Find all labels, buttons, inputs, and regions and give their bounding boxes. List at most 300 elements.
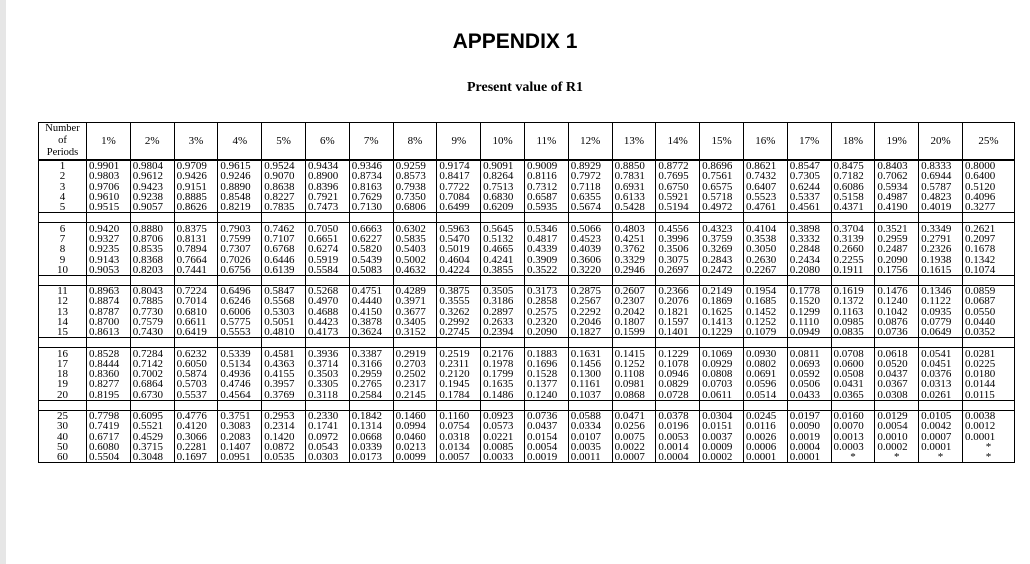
value-cell: 0.3048 <box>130 452 174 463</box>
value-cell: 0.2434 <box>787 254 831 264</box>
value-cell: 0.8626 <box>174 202 218 213</box>
spacer-cell <box>524 213 568 223</box>
value-cell: 0.0596 <box>743 379 787 389</box>
value-cell: 0.4746 <box>218 379 262 389</box>
value-cell: 0.0754 <box>437 421 481 431</box>
value-cell: 0.3996 <box>656 234 700 244</box>
spacer-cell <box>437 275 481 285</box>
value-cell: 0.2519 <box>437 348 481 359</box>
value-cell: 0.2317 <box>393 379 437 389</box>
value-cell: 0.7441 <box>174 265 218 276</box>
value-cell: 0.6006 <box>218 307 262 317</box>
value-cell: 0.4936 <box>218 369 262 379</box>
value-cell: 0.1110 <box>787 317 831 327</box>
value-cell: 0.0592 <box>787 369 831 379</box>
spacer-cell <box>174 400 218 410</box>
spacer-cell <box>174 275 218 285</box>
value-cell: 0.3166 <box>349 359 393 369</box>
value-cell: 0.0334 <box>568 421 612 431</box>
value-cell: 0.1486 <box>481 390 525 401</box>
value-cell: 0.3050 <box>743 244 787 254</box>
value-cell: 0.0053 <box>656 432 700 442</box>
value-cell: 0.9420 <box>87 223 131 234</box>
value-cell: 0.0019 <box>524 452 568 463</box>
value-cell: 0.2076 <box>656 296 700 306</box>
spacer-cell <box>130 213 174 223</box>
value-cell: 0.1476 <box>875 285 919 296</box>
value-cell: 0.0037 <box>700 432 744 442</box>
table-row <box>39 379 1015 389</box>
value-cell: 0.0541 <box>919 348 963 359</box>
value-cell: 0.0352 <box>962 327 1014 338</box>
table-row <box>39 285 1015 296</box>
value-cell: 0.3957 <box>262 379 306 389</box>
rate-column-header: 1% <box>87 123 131 161</box>
value-cell: 0.2083 <box>218 432 262 442</box>
value-cell: 0.6611 <box>174 317 218 327</box>
spacer-cell <box>831 400 875 410</box>
value-cell: 0.2120 <box>437 369 481 379</box>
value-cell: 0.0281 <box>962 348 1014 359</box>
value-cell: 0.7722 <box>437 182 481 192</box>
spacer-cell <box>743 275 787 285</box>
value-cell: 0.0115 <box>962 390 1014 401</box>
value-cell: 0.2959 <box>875 234 919 244</box>
value-cell: 0.1252 <box>612 359 656 369</box>
value-cell: 0.0245 <box>743 410 787 421</box>
value-cell: 0.0378 <box>656 410 700 421</box>
spacer-cell <box>262 338 306 348</box>
value-cell: 0.5963 <box>437 223 481 234</box>
value-cell: 0.2703 <box>393 359 437 369</box>
value-cell: 0.3305 <box>305 379 349 389</box>
value-cell: 0.2046 <box>568 317 612 327</box>
value-cell: 0.6944 <box>919 171 963 181</box>
value-cell: 0.2311 <box>437 359 481 369</box>
spacer-cell <box>218 213 262 223</box>
value-cell: 0.7921 <box>305 192 349 202</box>
value-cell: 0.5645 <box>481 223 525 234</box>
value-cell: 0.3769 <box>262 390 306 401</box>
rate-column-header: 13% <box>612 123 656 161</box>
spacer-cell <box>481 338 525 348</box>
period-cell: 7 <box>39 234 87 244</box>
value-cell: 0.3898 <box>787 223 831 234</box>
value-cell: 0.0808 <box>700 369 744 379</box>
value-cell: 0.1377 <box>524 379 568 389</box>
value-cell: 0.1122 <box>919 296 963 306</box>
value-cell: 0.0923 <box>481 410 525 421</box>
value-cell: 0.2919 <box>393 348 437 359</box>
spacer-cell <box>305 400 349 410</box>
value-cell: 0.1413 <box>700 317 744 327</box>
value-cell: 0.8227 <box>262 192 306 202</box>
value-cell: 0.9706 <box>87 182 131 192</box>
value-cell: 0.9174 <box>437 160 481 171</box>
value-cell: 0.8548 <box>218 192 262 202</box>
value-cell: 0.6080 <box>87 442 131 452</box>
value-cell: 0.0313 <box>919 379 963 389</box>
value-cell: 0.8613 <box>87 327 131 338</box>
spacer-cell <box>831 275 875 285</box>
value-cell: 0.0829 <box>656 379 700 389</box>
value-cell: 0.6750 <box>656 182 700 192</box>
value-cell: 0.3677 <box>393 307 437 317</box>
value-cell: 0.0985 <box>831 317 875 327</box>
value-cell: 0.1911 <box>831 265 875 276</box>
table-row <box>39 265 1015 276</box>
spacer-cell <box>743 213 787 223</box>
spacer-cell <box>700 338 744 348</box>
value-cell: 0.6302 <box>393 223 437 234</box>
period-cell: 2 <box>39 171 87 181</box>
value-cell: 0.0038 <box>962 410 1014 421</box>
spacer-cell <box>656 400 700 410</box>
value-cell: 0.8929 <box>568 160 612 171</box>
value-cell: 0.6246 <box>218 296 262 306</box>
rate-column-header: 20% <box>919 123 963 161</box>
value-cell: 0.8900 <box>305 171 349 181</box>
rate-column-header: 18% <box>831 123 875 161</box>
value-cell: 0.4561 <box>787 202 831 213</box>
value-cell: 0.0013 <box>831 432 875 442</box>
value-cell: 0.7972 <box>568 171 612 181</box>
period-cell: 1 <box>39 160 87 171</box>
period-cell: 9 <box>39 254 87 264</box>
value-cell: 0.2090 <box>875 254 919 264</box>
value-cell: 0.5674 <box>568 202 612 213</box>
value-cell: 0.9346 <box>349 160 393 171</box>
rate-column-header: 25% <box>962 123 1014 161</box>
value-cell: 0.2992 <box>437 317 481 327</box>
value-cell: 0.2697 <box>656 265 700 276</box>
value-cell: 0.3152 <box>393 327 437 338</box>
value-cell: 0.5523 <box>743 192 787 202</box>
value-cell: 0.1407 <box>218 442 262 452</box>
value-cell: 0.4564 <box>218 390 262 401</box>
value-cell: 0.1252 <box>743 317 787 327</box>
value-cell: 0.8621 <box>743 160 787 171</box>
value-cell: 0.4817 <box>524 234 568 244</box>
value-cell: 0.7350 <box>393 192 437 202</box>
value-cell: 0.3075 <box>656 254 700 264</box>
rate-column-header: 11% <box>524 123 568 161</box>
value-cell: 0.6931 <box>612 182 656 192</box>
value-cell: 0.9238 <box>130 192 174 202</box>
value-cell: 0.0105 <box>919 410 963 421</box>
value-cell: 0.9615 <box>218 160 262 171</box>
value-cell: 0.0002 <box>875 442 919 452</box>
value-cell: 0.1842 <box>349 410 393 421</box>
value-cell: 0.3277 <box>962 202 1014 213</box>
table-row <box>39 307 1015 317</box>
value-cell: 0.2959 <box>349 369 393 379</box>
value-cell: 0.2090 <box>524 327 568 338</box>
value-cell: 0.1415 <box>612 348 656 359</box>
value-cell: 0.0930 <box>743 348 787 359</box>
value-cell: 0.0508 <box>831 369 875 379</box>
value-cell: 0.1883 <box>524 348 568 359</box>
value-cell: 0.0004 <box>656 452 700 463</box>
value-cell: 0.8734 <box>349 171 393 181</box>
rate-column-header: 12% <box>568 123 612 161</box>
period-cell: 3 <box>39 182 87 192</box>
value-cell: 0.0779 <box>919 317 963 327</box>
value-cell: 0.6086 <box>831 182 875 192</box>
value-cell: 0.1807 <box>612 317 656 327</box>
value-cell: 0.0506 <box>787 379 831 389</box>
value-cell: 0.1042 <box>875 307 919 317</box>
value-cell: 0.1520 <box>787 296 831 306</box>
value-cell: 0.6400 <box>962 171 1014 181</box>
value-cell: 0.5051 <box>262 317 306 327</box>
value-cell: 0.3118 <box>305 390 349 401</box>
value-cell: 0.5835 <box>393 234 437 244</box>
value-cell: 0.0225 <box>962 359 1014 369</box>
value-cell: 0.6864 <box>130 379 174 389</box>
value-cell: 0.1069 <box>700 348 744 359</box>
period-cell: 11 <box>39 285 87 296</box>
value-cell: 0.9151 <box>174 182 218 192</box>
value-cell: 0.1346 <box>919 285 963 296</box>
value-cell: 0.3083 <box>218 421 262 431</box>
value-cell: 0.1799 <box>481 369 525 379</box>
value-cell: 0.5194 <box>656 202 700 213</box>
value-cell: 0.5718 <box>700 192 744 202</box>
table-row <box>39 327 1015 338</box>
value-cell: 0.4972 <box>700 202 744 213</box>
value-cell: 0.0649 <box>919 327 963 338</box>
value-cell: * <box>962 452 1014 463</box>
spacer-cell <box>568 400 612 410</box>
value-cell: 0.2176 <box>481 348 525 359</box>
value-cell: 0.2314 <box>262 421 306 431</box>
value-cell: 0.2502 <box>393 369 437 379</box>
value-cell: 0.0802 <box>743 359 787 369</box>
value-cell: 0.1619 <box>831 285 875 296</box>
value-cell: 0.8573 <box>393 171 437 181</box>
value-cell: 0.8417 <box>437 171 481 181</box>
value-cell: 0.7664 <box>174 254 218 264</box>
table-row <box>39 410 1015 421</box>
spacer-cell <box>962 338 1014 348</box>
spacer-cell <box>568 338 612 348</box>
value-cell: 0.4810 <box>262 327 306 338</box>
value-cell: 0.8116 <box>524 171 568 181</box>
value-cell: 0.3349 <box>919 223 963 234</box>
value-cell: 0.2843 <box>700 254 744 264</box>
value-cell: 0.1696 <box>524 359 568 369</box>
value-cell: 0.1631 <box>568 348 612 359</box>
value-cell: 0.0213 <box>393 442 437 452</box>
value-cell: 0.3762 <box>612 244 656 254</box>
value-cell: 0.1615 <box>919 265 963 276</box>
value-cell: 0.0440 <box>962 317 1014 327</box>
value-cell: 0.2584 <box>349 390 393 401</box>
value-cell: 0.2858 <box>524 296 568 306</box>
spacer-cell <box>393 213 437 223</box>
value-cell: 0.1756 <box>875 265 919 276</box>
value-cell: 0.1160 <box>437 410 481 421</box>
spacer-cell <box>174 213 218 223</box>
value-cell: 0.0173 <box>349 452 393 463</box>
value-cell: 0.5820 <box>349 244 393 254</box>
value-cell: 0.0009 <box>700 442 744 452</box>
value-cell: 0.0070 <box>831 421 875 431</box>
value-cell: 0.8360 <box>87 369 131 379</box>
period-cell: 18 <box>39 369 87 379</box>
value-cell: 0.2326 <box>919 244 963 254</box>
value-cell: 0.0668 <box>349 432 393 442</box>
rate-column-header: 16% <box>743 123 787 161</box>
spacer-cell <box>524 275 568 285</box>
value-cell: 0.0611 <box>700 390 744 401</box>
value-cell: 0.8195 <box>87 390 131 401</box>
value-cell: 0.5303 <box>262 307 306 317</box>
value-cell: 0.4823 <box>919 192 963 202</box>
value-cell: 0.0134 <box>437 442 481 452</box>
value-cell: 0.4104 <box>743 223 787 234</box>
value-cell: 0.9246 <box>218 171 262 181</box>
value-cell: 0.0054 <box>875 421 919 431</box>
period-cell: 10 <box>39 265 87 276</box>
rate-column-header: 14% <box>656 123 700 161</box>
value-cell: 0.4155 <box>262 369 306 379</box>
value-cell: 0.7831 <box>612 171 656 181</box>
value-cell: 0.2255 <box>831 254 875 264</box>
value-cell: 0.5346 <box>524 223 568 234</box>
value-cell: 0.8264 <box>481 171 525 181</box>
value-cell: 0.2472 <box>700 265 744 276</box>
value-cell: 0.3066 <box>174 432 218 442</box>
value-cell: 0.0107 <box>568 432 612 442</box>
value-cell: 0.8787 <box>87 307 131 317</box>
value-cell: 0.8700 <box>87 317 131 327</box>
value-cell: 0.5428 <box>612 202 656 213</box>
value-cell: 0.3173 <box>524 285 568 296</box>
value-cell: 0.0736 <box>875 327 919 338</box>
spacer-cell <box>87 275 131 285</box>
spacer-cell <box>262 400 306 410</box>
value-cell: 0.0811 <box>787 348 831 359</box>
value-cell: 0.6717 <box>87 432 131 442</box>
value-cell: 0.0019 <box>787 432 831 442</box>
value-cell: 0.0543 <box>305 442 349 452</box>
value-cell: 0.0868 <box>612 390 656 401</box>
value-cell: 0.7430 <box>130 327 174 338</box>
value-cell: 0.6419 <box>174 327 218 338</box>
value-cell: 0.0972 <box>305 432 349 442</box>
value-cell: 0.0588 <box>568 410 612 421</box>
value-cell: 0.9709 <box>174 160 218 171</box>
value-cell: 0.7014 <box>174 296 218 306</box>
value-cell: 0.3186 <box>481 296 525 306</box>
spacer-cell <box>393 400 437 410</box>
value-cell: 0.5775 <box>218 317 262 327</box>
spacer-cell <box>568 213 612 223</box>
spacer-cell <box>962 213 1014 223</box>
value-cell: 0.1079 <box>743 327 787 338</box>
spacer-cell <box>437 213 481 223</box>
value-cell: 0.0042 <box>919 421 963 431</box>
value-cell: 0.0151 <box>700 421 744 431</box>
spacer-cell <box>349 400 393 410</box>
value-cell: 0.0057 <box>437 452 481 463</box>
value-cell: 0.6806 <box>393 202 437 213</box>
value-cell: 0.5847 <box>262 285 306 296</box>
rate-column-header: 10% <box>481 123 525 161</box>
spacer-cell <box>700 275 744 285</box>
value-cell: 0.4323 <box>700 223 744 234</box>
value-cell: 0.2630 <box>743 254 787 264</box>
value-cell: 0.0437 <box>524 421 568 431</box>
table-header-row <box>39 123 1015 161</box>
value-cell: 0.0308 <box>875 390 919 401</box>
value-cell: 0.6663 <box>349 223 393 234</box>
rate-column-header: 19% <box>875 123 919 161</box>
value-cell: 0.9423 <box>130 182 174 192</box>
value-cell: 0.8475 <box>831 160 875 171</box>
value-cell: 0.8368 <box>130 254 174 264</box>
value-cell: 0.9524 <box>262 160 306 171</box>
rate-column-header: 15% <box>700 123 744 161</box>
table-row <box>39 432 1015 442</box>
spacer-cell <box>875 400 919 410</box>
value-cell: 0.0012 <box>962 421 1014 431</box>
value-cell: 0.6095 <box>130 410 174 421</box>
spacer-cell <box>87 400 131 410</box>
value-cell: 0.1229 <box>700 327 744 338</box>
spacer-cell <box>218 400 262 410</box>
spacer-cell <box>700 213 744 223</box>
value-cell: 0.8890 <box>218 182 262 192</box>
value-cell: 0.2633 <box>481 317 525 327</box>
spacer-cell <box>787 213 831 223</box>
value-cell: 0.6139 <box>262 265 306 276</box>
table-row <box>39 202 1015 213</box>
value-cell: 0.0007 <box>612 452 656 463</box>
value-cell: 0.3332 <box>787 234 831 244</box>
period-cell: 14 <box>39 317 87 327</box>
value-cell: 0.1625 <box>700 307 744 317</box>
value-cell: 0.2745 <box>437 327 481 338</box>
value-cell: 0.2394 <box>481 327 525 338</box>
value-cell: 0.7798 <box>87 410 131 421</box>
value-cell: 0.9515 <box>87 202 131 213</box>
value-cell: 0.5134 <box>218 359 262 369</box>
value-cell: 0.7513 <box>481 182 525 192</box>
value-cell: 0.0026 <box>743 432 787 442</box>
value-cell: 0.0160 <box>831 410 875 421</box>
value-cell: 0.5132 <box>481 234 525 244</box>
value-cell: 0.9057 <box>130 202 174 213</box>
value-cell: 0.4096 <box>962 192 1014 202</box>
period-cell: 60 <box>39 452 87 463</box>
value-cell: * <box>831 452 875 463</box>
value-cell: 0.1161 <box>568 379 612 389</box>
value-cell: 0.7462 <box>262 223 306 234</box>
spacer-cell <box>875 213 919 223</box>
value-cell: 0.5066 <box>568 223 612 234</box>
value-cell: 0.0573 <box>481 421 525 431</box>
value-cell: 0.1300 <box>568 369 612 379</box>
value-cell: 0.0460 <box>393 432 437 442</box>
value-cell: 0.5158 <box>831 192 875 202</box>
period-cell: 30 <box>39 421 87 431</box>
value-cell: 0.7305 <box>787 171 831 181</box>
value-cell: 0.7026 <box>218 254 262 264</box>
period-cell: 8 <box>39 244 87 254</box>
